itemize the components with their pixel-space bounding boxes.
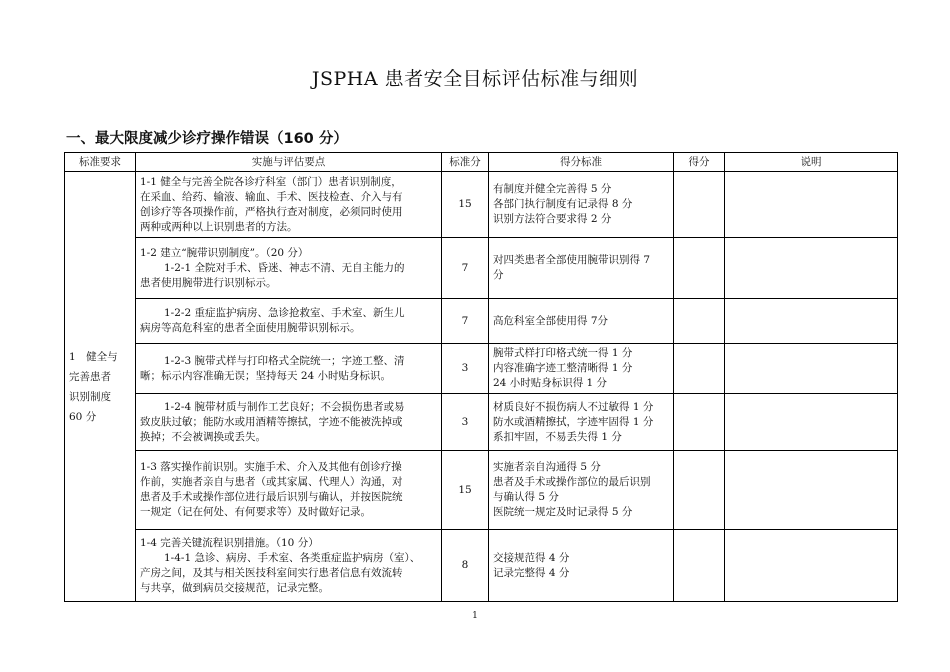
implementation-line: 1-2-4 腕带材质与制作工艺良好；不会损伤患者或易 [164,400,405,413]
implementation-cell [136,238,442,299]
standard-score-cell: 7 [442,238,489,299]
implementation-cell [136,344,442,394]
implementation-line: 1-2-1 全院对手术、昏迷、神志不清、无自主能力的 [164,261,405,274]
score-cell[interactable] [674,344,725,394]
criteria-cell [489,530,674,602]
criteria-line: 腕带式样打印格式统一得 1 分 [493,347,633,359]
notes-cell[interactable] [725,394,898,451]
header-standard-score: 标准分 [442,153,489,172]
score-cell[interactable] [674,394,725,451]
implementation-cell [136,394,442,451]
implementation-line: 换掉；不会被调换或丢失。 [140,430,266,443]
notes-cell[interactable] [725,238,898,299]
header-implementation: 实施与评估要点 [136,153,442,172]
table-row [65,530,898,602]
standard-score-cell: 15 [442,451,489,530]
implementation-cell [136,451,442,530]
criteria-line: 分 [493,269,504,281]
criteria-cell [489,344,674,394]
requirement-line: 60 分 [69,410,97,423]
table-row [65,394,898,451]
implementation-line: 患者使用腕带进行识别标示。 [140,276,277,289]
criteria-line: 高危科室全部使用得 7分 [493,314,609,327]
implementation-line: 两种或两种以上识别患者的方法。 [140,220,298,233]
requirement-line: 完善患者 [69,370,111,383]
notes-cell[interactable] [725,451,898,530]
criteria-line: 医院统一规定及时记录得 5 分 [493,506,633,518]
criteria-line: 有制度并健全完善得 5 分 [493,183,612,195]
table-row [65,344,898,394]
notes-cell[interactable] [725,530,898,602]
table-row [65,451,898,530]
implementation-line: 1-2 建立“腕带识别制度”。（20 分） [140,246,309,259]
criteria-line: 患者及手术或操作部位的最后识别 [493,476,651,488]
header-scoring-criteria: 得分标准 [489,153,674,172]
standard-score-cell: 7 [442,299,489,344]
table-row [65,299,898,344]
table-header-row [65,153,898,172]
criteria-cell [489,238,674,299]
implementation-cell [136,172,442,238]
criteria-line: 防水或酒精擦拭，字迹牢固得 1 分 [493,415,654,428]
assessment-table [64,152,898,602]
implementation-cell [136,299,442,344]
header-requirement: 标准要求 [65,153,136,172]
standard-score-cell: 3 [442,344,489,394]
criteria-line: 记录完整得 4 分 [493,566,570,579]
requirement-line: 1 健全与 [69,350,118,363]
score-cell[interactable] [674,530,725,602]
requirement-line: 识别制度 [69,390,111,403]
score-cell[interactable] [674,451,725,530]
criteria-cell [489,451,674,530]
implementation-line: 致皮肤过敏；能防水或用酒精等擦拭，字迹不能被洗掉或 [140,415,403,428]
implementation-line: 1-3 落实操作前识别。实施手术、介入及其他有创诊疗操 [140,461,402,473]
implementation-line: 产房之间，及其与相关医技科室间实行患者信息有效流转 [140,566,403,579]
criteria-line: 各部门执行制度有记录得 8 分 [493,198,633,210]
implementation-line: 一规定（记在何处、有何要求等）及时做好记录。 [140,506,371,518]
criteria-cell [489,299,674,344]
criteria-line: 与确认得 5 分 [493,491,559,503]
criteria-line: 内容准确字迹工整清晰得 1 分 [493,362,633,374]
implementation-cell [136,530,442,602]
document-title: JSPHA 患者安全目标评估标准与细则 [311,68,639,90]
criteria-line: 系扣牢固，不易丢失得 1 分 [493,430,622,443]
requirement-cell [65,172,136,602]
score-cell[interactable] [674,172,725,238]
header-notes: 说明 [725,153,898,172]
criteria-line: 识别方法符合要求得 2 分 [493,213,612,225]
standard-score-cell: 8 [442,530,489,602]
implementation-line: 1-4 完善关键流程识别措施。（10 分） [140,536,319,549]
implementation-line: 创诊疗等各项操作前，严格执行查对制度，必须同时使用 [140,205,403,218]
implementation-line: 病房等高危科室的患者全面使用腕带识别标示。 [140,322,361,334]
criteria-cell [489,172,674,238]
implementation-line: 1-2-2 重症监护病房、急诊抢救室、手术室、新生儿 [164,307,405,319]
standard-score-cell: 3 [442,394,489,451]
header-score: 得分 [674,153,725,172]
implementation-line: 1-2-3 腕带式样与打印格式全院统一；字迹工整、清 [164,354,405,367]
page-number: 1 [472,611,478,621]
implementation-line: 1-1 健全与完善全院各诊疗科室（部门）患者识别制度， [140,175,402,188]
score-cell[interactable] [674,299,725,344]
table-row [65,238,898,299]
implementation-line: 作前，实施者亲自与患者（或其家属、代理人）沟通，对 [140,476,403,488]
section-heading: 一、最大限度减少诊疗操作错误（160 分） [66,131,348,147]
standard-score-cell: 15 [442,172,489,238]
score-cell[interactable] [674,238,725,299]
notes-cell[interactable] [725,344,898,394]
criteria-line: 24 小时贴身标识得 1 分 [493,377,608,389]
criteria-line: 材质良好不损伤病人不过敏得 1 分 [493,400,654,413]
implementation-line: 患者及手术或操作部位进行最后识别与确认，并按医院统 [140,491,403,503]
implementation-line: 晰；标示内容准确无误；坚持每天 24 小时贴身标识。 [140,369,392,382]
notes-cell[interactable] [725,299,898,344]
implementation-line: 1-4-1 急诊、病房、手术室、各类重症监护病房（室）、 [164,551,421,564]
criteria-line: 对四类患者全部使用腕带识别得 7 [493,254,651,266]
implementation-line: 在采血、给药、输液、输血、手术、医技检查、介入与有 [140,190,403,203]
criteria-line: 实施者亲自沟通得 5 分 [493,461,601,473]
implementation-line: 与共享，做到病员交接规范，记录完整。 [140,581,329,594]
criteria-cell [489,394,674,451]
table-row [65,172,898,238]
notes-cell[interactable] [725,172,898,238]
criteria-line: 交接规范得 4 分 [493,551,570,564]
